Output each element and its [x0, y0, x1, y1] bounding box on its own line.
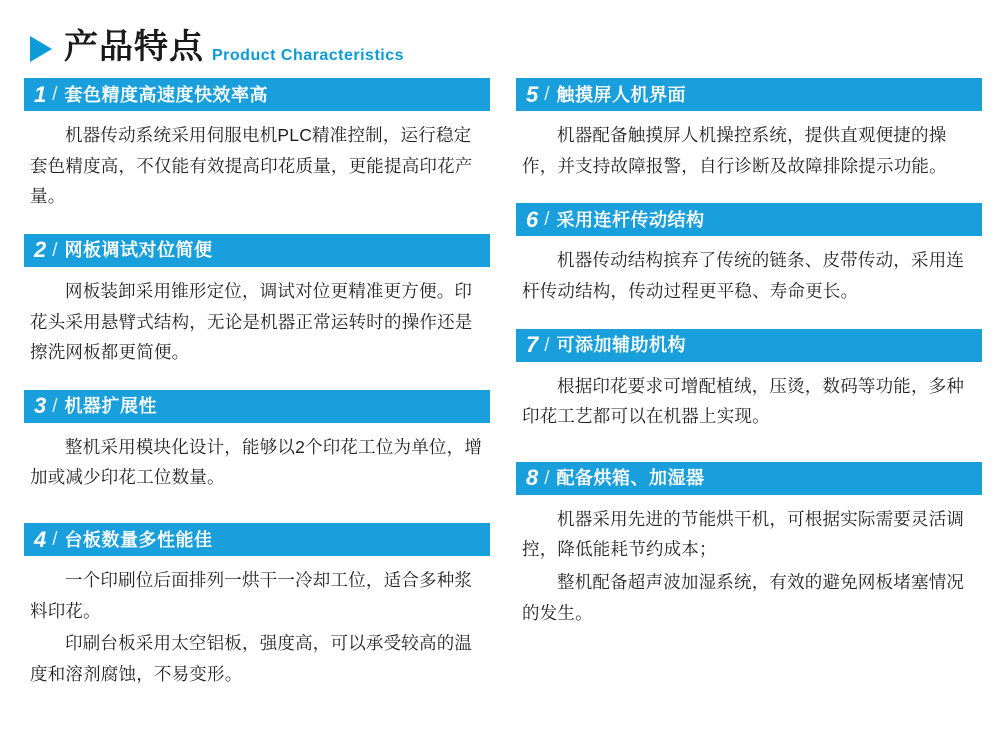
feature-item — [516, 203, 982, 306]
feature-body — [24, 267, 490, 368]
triangle-right-icon — [30, 36, 52, 62]
feature-title: 机器扩展性 — [64, 396, 158, 417]
feature-number: 1 — [34, 81, 47, 107]
feature-label-bar — [24, 523, 490, 556]
features-column-right — [516, 78, 982, 698]
feature-body — [516, 362, 982, 432]
feature-number: 6 — [526, 206, 539, 232]
feature-paragraph: 机器采用先进的节能烘干机，可根据实际需要灵活调控，降低能耗节约成本； — [522, 508, 965, 560]
feature-separator: / — [52, 395, 58, 417]
feature-paragraph: 一个印刷位后面排列一烘干一冷却工位，适合多种浆料印花。 — [30, 570, 473, 621]
feature-separator: / — [544, 84, 550, 105]
feature-title: 配备烘箱、加湿器 — [556, 468, 705, 489]
feature-paragraph: 机器配备触摸屏人机操控系统，提供直观便捷的操作，并支持故障报警，自行诊断及故障排除提示功能。 — [522, 125, 947, 176]
feature-body — [24, 111, 490, 212]
feature-title: 网板调试对位简便 — [64, 240, 213, 261]
feature-paragraph: 整机采用模块化设计，能够以2个印花工位为单位，增加或减少印花工位数量。 — [30, 436, 483, 488]
feature-item — [24, 523, 490, 690]
feature-item — [24, 78, 490, 212]
feature-title: 台板数量多性能佳 — [64, 529, 213, 550]
feature-body — [516, 495, 982, 629]
feature-paragraph: 印刷台板采用太空铝板，强度高，可以承受较高的温度和溶剂腐蚀，不易变形。 — [30, 633, 473, 684]
feature-body — [516, 111, 982, 181]
feature-title: 套色精度高速度快效率高 — [64, 84, 269, 105]
feature-body — [24, 423, 490, 493]
feature-separator: / — [544, 467, 550, 489]
feature-item — [516, 78, 982, 181]
feature-item — [516, 329, 982, 432]
feature-label-bar — [516, 329, 982, 362]
features-columns — [0, 64, 1000, 698]
feature-separator: / — [52, 84, 58, 105]
feature-title: 可添加辅助机构 — [556, 335, 687, 355]
feature-separator: / — [52, 529, 58, 550]
feature-paragraph: 网板装卸采用锥形定位，调试对位更精准更方便。印花头采用悬臂式结构，无论是机器正常运转时的操作还是擦洗网板都更简便。 — [30, 280, 473, 363]
feature-title: 触摸屏人机界面 — [556, 84, 687, 105]
feature-item — [516, 462, 982, 629]
feature-item — [24, 234, 490, 368]
page-title: 产品特点 — [64, 28, 204, 66]
feature-number: 7 — [526, 332, 539, 357]
features-column-left — [24, 78, 490, 698]
feature-paragraph: 整机配备超声波加湿系统，有效的避免网板堵塞情况的发生。 — [522, 572, 965, 623]
feature-separator: / — [544, 209, 550, 231]
feature-title: 采用连杆传动结构 — [556, 209, 705, 230]
feature-separator: / — [544, 334, 550, 356]
feature-label-bar — [516, 78, 982, 111]
feature-item — [24, 390, 490, 493]
feature-number: 8 — [526, 465, 539, 491]
feature-number: 2 — [34, 237, 47, 263]
feature-paragraph: 机器传动结构摈弃了传统的链条、皮带传动，采用连杆传动结构，传动过程更平稳、寿命更长。 — [522, 250, 965, 301]
feature-body — [24, 556, 490, 690]
feature-label-bar — [24, 78, 490, 111]
feature-paragraph: 机器传动系统采用伺服电机PLC精准控制，运行稳定套色精度高，不仅能有效提高印花质量，更能提高印花产量。 — [30, 125, 473, 207]
feature-body — [516, 236, 982, 306]
feature-number: 3 — [34, 393, 47, 419]
feature-separator: / — [52, 239, 58, 261]
feature-label-bar — [516, 203, 982, 236]
feature-label-bar — [24, 390, 490, 423]
feature-number: 4 — [34, 526, 47, 552]
page-subtitle: Product Characteristics — [212, 47, 405, 64]
feature-number: 5 — [526, 81, 539, 107]
feature-paragraph: 根据印花要求可增配植绒，压烫，数码等功能，多种印花工艺都可以在机器上实现。 — [522, 375, 965, 427]
page-header — [0, 0, 1000, 64]
feature-label-bar — [516, 462, 982, 495]
feature-label-bar — [24, 234, 490, 267]
